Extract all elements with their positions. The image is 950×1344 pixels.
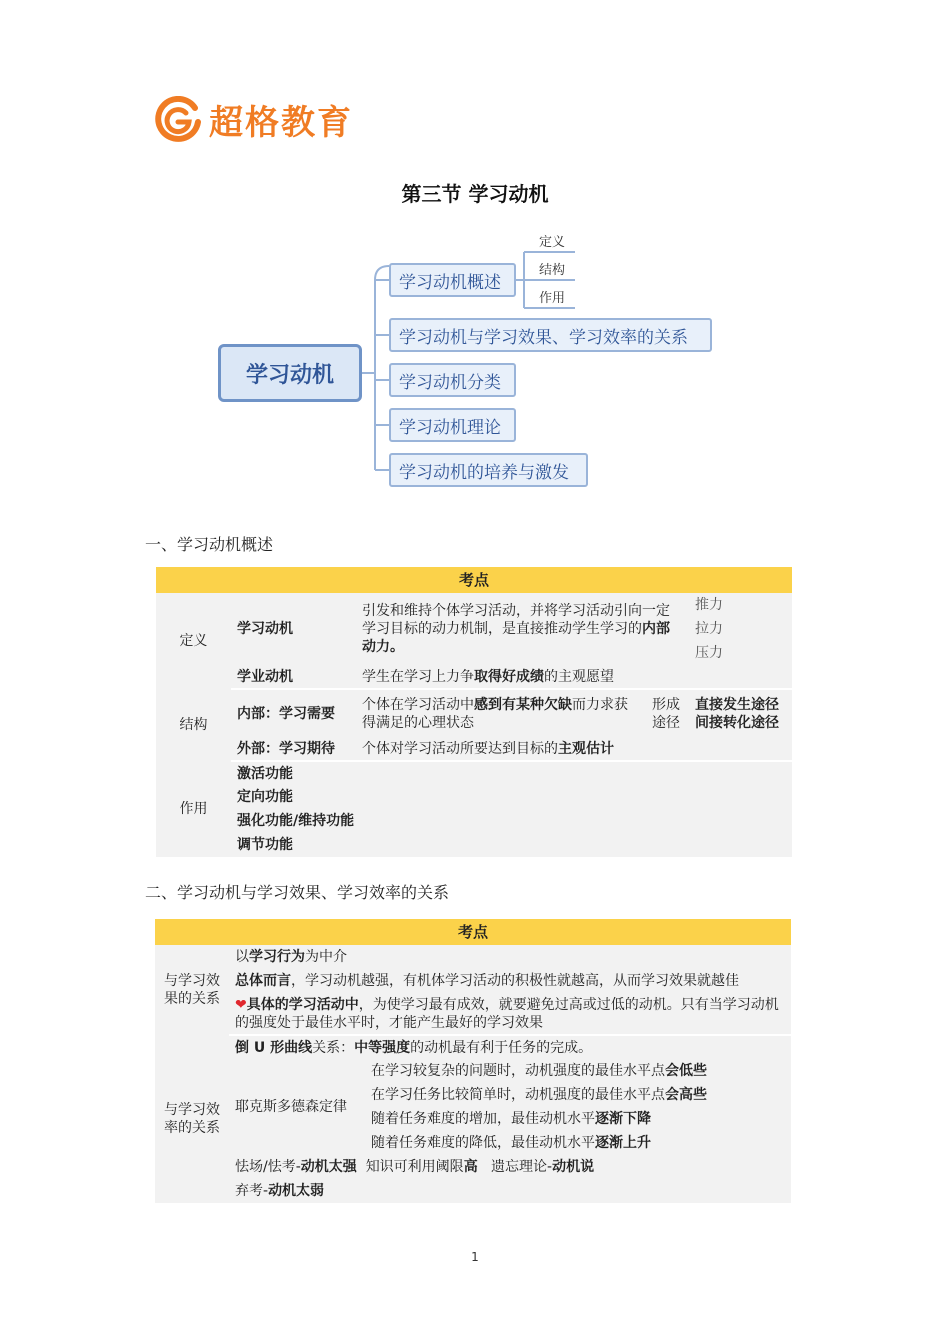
force-push: 推力 — [695, 597, 723, 613]
force-pull: 拉力 — [695, 621, 723, 637]
heart-icon: ❤ — [235, 996, 247, 1013]
page-number: 1 — [471, 1250, 479, 1264]
brand-name: 超格教育 — [209, 102, 353, 143]
academic-motivation-text: 学生在学习上力争取得好成绩的主观愿望 — [356, 665, 792, 689]
mindmap-leaf-definition: 定义 — [538, 235, 565, 250]
function-orientation: 定向功能 — [237, 789, 293, 805]
row-label-efficiency: 与学习效率的关系 — [155, 1035, 229, 1203]
row-label-function: 作用 — [156, 761, 231, 857]
row-label-effect: 与学习效果的关系 — [155, 945, 229, 1035]
formation-path-label: 形成途径 — [652, 696, 680, 731]
force-pressure: 压力 — [695, 645, 723, 661]
mindmap-branch-theory: 学习动机理论 — [389, 408, 516, 442]
yd-row: 在学习较复杂的问题时，动机强度的最佳水平点会低些 — [371, 1063, 707, 1079]
quit-exam-row: 弃考-动机太弱 — [235, 1183, 325, 1199]
effect-row-overall: 总体而言，学习动机越强，有机体学习活动的积极性就越高，从而学习效果就越佳 — [235, 973, 739, 989]
stage-fright-row: 怯场/怯考-动机太强 知识可利用阈限高 遗忘理论-动机说 — [235, 1159, 595, 1175]
mindmap-branch-overview: 学习动机概述 — [389, 263, 516, 297]
table-header: 考点 — [156, 567, 792, 593]
term-learning-need: 内部：学习需要 — [237, 705, 335, 722]
table-header: 考点 — [155, 919, 791, 945]
mindmap-leaf-function: 作用 — [538, 291, 565, 306]
yerkes-dodson-label: 耶克斯多德森定律 — [235, 1099, 347, 1115]
row-label-structure: 结构 — [156, 689, 231, 761]
row-label-definition: 定义 — [156, 593, 231, 689]
function-reinforcement: 强化功能/维持功能 — [237, 813, 355, 829]
formation-paths: 直接发生途径 间接转化途径 — [695, 696, 779, 731]
learning-need-text: 个体在学习活动中感到有某种欠缺而力求获得满足的心理状态 — [362, 696, 628, 731]
section2-heading: 二、学习动机与学习效果、学习效率的关系 — [145, 883, 450, 902]
function-regulation: 调节功能 — [237, 837, 293, 853]
effect-row-specific: ❤具体的学习活动中，为使学习最有成效，就要避免过高或过低的动机。只有当学习动机的强度处于最佳水平时，才能产生最好的学习效果 — [229, 993, 791, 1035]
page-title: 第三节 学习动机 — [401, 182, 549, 206]
section1-table — [156, 567, 792, 857]
mindmap-branch-relation: 学习动机与学习效果、学习效率的关系 — [389, 318, 712, 352]
function-activation: 激活功能 — [237, 765, 293, 782]
mindmap-connectors — [0, 0, 950, 520]
mindmap-branch-classification: 学习动机分类 — [389, 363, 516, 397]
definition-text: 引发和维持个体学习活动，并将学习活动引向一定学习目标的动力机制，是直接推动学生学习的内部动力。 — [362, 603, 670, 655]
mindmap-leaf-structure: 结构 — [538, 263, 565, 278]
term-learning-expectation: 外部：学习期待 — [231, 737, 356, 761]
u-curve-row: 倒 U 形曲线关系：中等强度的动机最有利于任务的完成。 — [235, 1039, 593, 1056]
mindmap-branch-cultivation: 学习动机的培养与激发 — [389, 453, 588, 487]
section2-table — [155, 919, 791, 1203]
term-learning-motivation: 学习动机 — [237, 621, 293, 637]
yd-row: 在学习任务比较简单时，动机强度的最佳水平点会高些 — [371, 1087, 707, 1103]
yd-row: 随着任务难度的降低，最佳动机水平逐渐上升 — [371, 1135, 651, 1151]
learning-expectation-text: 个体对学习活动所要达到目标的主观估计 — [356, 737, 792, 761]
effect-row-mediator: 以学习行为为中介 — [235, 949, 347, 965]
yd-row: 随着任务难度的增加，最佳动机水平逐渐下降 — [371, 1111, 651, 1127]
term-academic-motivation: 学业动机 — [231, 665, 356, 689]
section1-heading: 一、学习动机概述 — [145, 535, 274, 554]
mindmap-root: 学习动机 — [218, 344, 362, 402]
